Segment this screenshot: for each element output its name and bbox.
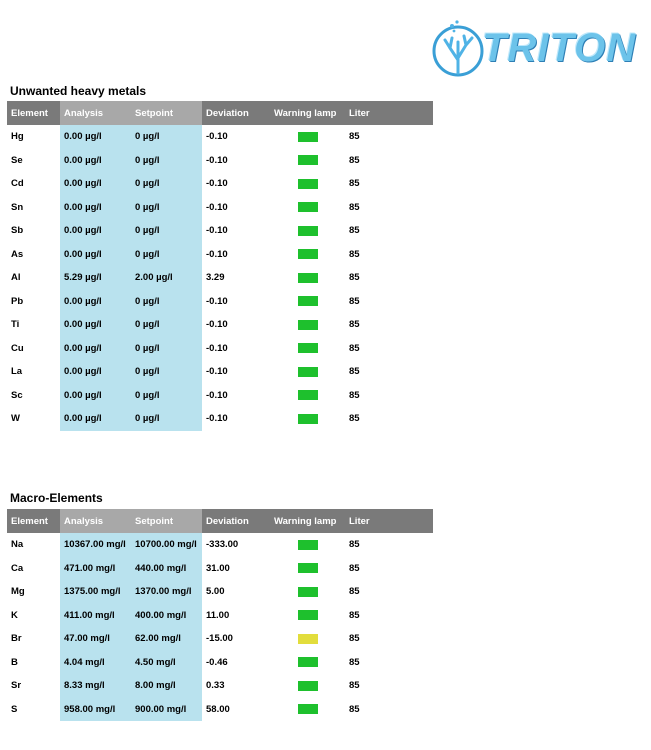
table-row: [7, 172, 433, 196]
setpoint-cell: 0 µg/l: [131, 243, 202, 267]
analysis-cell: 0.00 µg/l: [60, 360, 131, 384]
table-row: [7, 125, 433, 149]
analysis-cell: 0.00 µg/l: [60, 407, 131, 431]
warning-lamp-cell: [270, 313, 345, 337]
setpoint-cell: 0 µg/l: [131, 407, 202, 431]
warning-lamp-cell: [270, 651, 345, 675]
triton-logo: [430, 18, 635, 80]
warning-lamp-indicator: [298, 179, 318, 189]
deviation-cell: -0.10: [206, 342, 228, 354]
warning-lamp-indicator: [298, 273, 318, 283]
table-row: [7, 533, 433, 557]
liter-cell: 85: [349, 154, 360, 166]
setpoint-cell: 0 µg/l: [131, 360, 202, 384]
warning-lamp-cell: [270, 172, 345, 196]
warning-lamp-cell: [270, 533, 345, 557]
liter-cell: 85: [349, 178, 360, 190]
setpoint-cell: 0 µg/l: [131, 337, 202, 361]
element-cell: La: [11, 366, 23, 378]
deviation-cell: -15.00: [206, 633, 233, 645]
setpoint-cell: 62.00 mg/l: [131, 627, 202, 651]
element-cell: Cd: [11, 178, 24, 190]
warning-lamp-indicator: [298, 249, 318, 259]
warning-lamp-cell: [270, 290, 345, 314]
warning-lamp-cell: [270, 266, 345, 290]
liter-cell: 85: [349, 609, 360, 621]
warning-lamp-indicator: [298, 226, 318, 236]
table-row: [7, 313, 433, 337]
setpoint-cell: 1370.00 mg/l: [131, 580, 202, 604]
coral-icon: [430, 18, 486, 80]
liter-cell: 85: [349, 562, 360, 574]
warning-lamp-cell: [270, 125, 345, 149]
element-cell: W: [11, 413, 20, 425]
analysis-cell: 958.00 mg/l: [60, 698, 131, 722]
setpoint-cell: 0 µg/l: [131, 196, 202, 220]
warning-lamp-indicator: [298, 587, 318, 597]
liter-cell: 85: [349, 248, 360, 260]
table-row: [7, 651, 433, 675]
table-header-row: [7, 509, 433, 533]
deviation-cell: 0.33: [206, 680, 225, 692]
macro-elements-table: [7, 509, 433, 721]
setpoint-cell: 0 µg/l: [131, 313, 202, 337]
liter-cell: 85: [349, 295, 360, 307]
column-header: Analysis: [60, 509, 131, 533]
setpoint-cell: 0 µg/l: [131, 125, 202, 149]
warning-lamp-cell: [270, 557, 345, 581]
setpoint-cell: 8.00 mg/l: [131, 674, 202, 698]
heavy-metals-table: [7, 101, 433, 431]
deviation-cell: -0.10: [206, 413, 228, 425]
column-header: Liter: [345, 509, 433, 533]
warning-lamp-indicator: [298, 390, 318, 400]
analysis-cell: 47.00 mg/l: [60, 627, 131, 651]
deviation-cell: -0.10: [206, 295, 228, 307]
element-cell: B: [11, 656, 18, 668]
analysis-cell: 1375.00 mg/l: [60, 580, 131, 604]
table-row: [7, 360, 433, 384]
warning-lamp-indicator: [298, 681, 318, 691]
analysis-cell: 0.00 µg/l: [60, 243, 131, 267]
analysis-cell: 0.00 µg/l: [60, 337, 131, 361]
column-header: Deviation: [202, 101, 270, 125]
table-row: [7, 149, 433, 173]
element-cell: Sc: [11, 389, 23, 401]
element-cell: Na: [11, 539, 24, 551]
deviation-cell: -0.10: [206, 389, 228, 401]
setpoint-cell: 900.00 mg/l: [131, 698, 202, 722]
macro-elements-title: Macro-Elements: [10, 491, 103, 505]
table-row: [7, 290, 433, 314]
heavy-metals-title: Unwanted heavy metals: [10, 84, 147, 98]
warning-lamp-cell: [270, 580, 345, 604]
column-header: Element: [7, 509, 60, 533]
warning-lamp-cell: [270, 407, 345, 431]
analysis-cell: 0.00 µg/l: [60, 219, 131, 243]
warning-lamp-indicator: [298, 610, 318, 620]
column-header: Analysis: [60, 101, 131, 125]
warning-lamp-cell: [270, 627, 345, 651]
element-cell: As: [11, 248, 24, 260]
liter-cell: 85: [349, 366, 360, 378]
analysis-cell: 0.00 µg/l: [60, 125, 131, 149]
element-cell: Sb: [11, 225, 24, 237]
warning-lamp-cell: [270, 149, 345, 173]
deviation-cell: 11.00: [206, 609, 230, 621]
element-cell: Ti: [11, 319, 20, 331]
liter-cell: 85: [349, 680, 360, 692]
setpoint-cell: 440.00 mg/l: [131, 557, 202, 581]
deviation-cell: -333.00: [206, 539, 239, 551]
analysis-cell: 8.33 mg/l: [60, 674, 131, 698]
analysis-cell: 0.00 µg/l: [60, 290, 131, 314]
deviation-cell: 58.00: [206, 703, 230, 715]
element-cell: K: [11, 609, 18, 621]
table-row: [7, 266, 433, 290]
liter-cell: 85: [349, 272, 360, 284]
deviation-cell: 31.00: [206, 562, 230, 574]
warning-lamp-indicator: [298, 132, 318, 142]
element-cell: Sr: [11, 680, 22, 692]
table-row: [7, 384, 433, 408]
analysis-cell: 0.00 µg/l: [60, 172, 131, 196]
analysis-cell: 471.00 mg/l: [60, 557, 131, 581]
liter-cell: 85: [349, 319, 360, 331]
analysis-cell: 0.00 µg/l: [60, 313, 131, 337]
warning-lamp-indicator: [298, 202, 318, 212]
analysis-cell: 5.29 µg/l: [60, 266, 131, 290]
element-cell: S: [11, 703, 18, 715]
element-cell: Mg: [11, 586, 25, 598]
analysis-cell: 10367.00 mg/l: [60, 533, 131, 557]
column-header: Deviation: [202, 509, 270, 533]
table-row: [7, 674, 433, 698]
table-row: [7, 580, 433, 604]
table-row: [7, 219, 433, 243]
table-row: [7, 604, 433, 628]
setpoint-cell: 0 µg/l: [131, 149, 202, 173]
setpoint-cell: 400.00 mg/l: [131, 604, 202, 628]
table-header-row: [7, 101, 433, 125]
column-header: Element: [7, 101, 60, 125]
warning-lamp-indicator: [298, 414, 318, 424]
warning-lamp-cell: [270, 337, 345, 361]
warning-lamp-cell: [270, 219, 345, 243]
liter-cell: 85: [349, 413, 360, 425]
warning-lamp-indicator: [298, 320, 318, 330]
deviation-cell: -0.10: [206, 319, 228, 331]
table-row: [7, 557, 433, 581]
warning-lamp-indicator: [298, 657, 318, 667]
warning-lamp-indicator: [298, 367, 318, 377]
liter-cell: 85: [349, 633, 360, 645]
element-cell: Sn: [11, 201, 24, 213]
warning-lamp-indicator: [298, 155, 318, 165]
setpoint-cell: 4.50 mg/l: [131, 651, 202, 675]
deviation-cell: 5.00: [206, 586, 225, 598]
deviation-cell: -0.46: [206, 656, 228, 668]
element-cell: Al: [11, 272, 21, 284]
warning-lamp-cell: [270, 243, 345, 267]
liter-cell: 85: [349, 586, 360, 598]
warning-lamp-cell: [270, 196, 345, 220]
deviation-cell: -0.10: [206, 366, 228, 378]
liter-cell: 85: [349, 389, 360, 401]
table-row: [7, 196, 433, 220]
liter-cell: 85: [349, 656, 360, 668]
element-cell: Pb: [11, 295, 24, 307]
table-row: [7, 243, 433, 267]
liter-cell: 85: [349, 225, 360, 237]
element-cell: Br: [11, 633, 22, 645]
deviation-cell: -0.10: [206, 201, 228, 213]
column-header: Warning lamp: [270, 101, 345, 125]
warning-lamp-cell: [270, 698, 345, 722]
column-header: Setpoint: [131, 101, 202, 125]
warning-lamp-indicator: [298, 563, 318, 573]
analysis-cell: 411.00 mg/l: [60, 604, 131, 628]
liter-cell: 85: [349, 539, 360, 551]
liter-cell: 85: [349, 342, 360, 354]
column-header: Warning lamp: [270, 509, 345, 533]
setpoint-cell: 10700.00 mg/l: [131, 533, 202, 557]
column-header: Liter: [345, 101, 433, 125]
table-row: [7, 627, 433, 651]
warning-lamp-indicator: [298, 343, 318, 353]
setpoint-cell: 0 µg/l: [131, 172, 202, 196]
column-header: Setpoint: [131, 509, 202, 533]
liter-cell: 85: [349, 131, 360, 143]
deviation-cell: -0.10: [206, 248, 228, 260]
warning-lamp-cell: [270, 674, 345, 698]
setpoint-cell: 0 µg/l: [131, 219, 202, 243]
element-cell: Hg: [11, 131, 24, 143]
setpoint-cell: 2.00 µg/l: [131, 266, 202, 290]
element-cell: Se: [11, 154, 23, 166]
deviation-cell: -0.10: [206, 131, 228, 143]
element-cell: Cu: [11, 342, 24, 354]
warning-lamp-cell: [270, 604, 345, 628]
analysis-cell: 0.00 µg/l: [60, 196, 131, 220]
warning-lamp-indicator: [298, 704, 318, 714]
table-row: [7, 698, 433, 722]
warning-lamp-indicator: [298, 634, 318, 644]
deviation-cell: 3.29: [206, 272, 225, 284]
deviation-cell: -0.10: [206, 154, 228, 166]
setpoint-cell: 0 µg/l: [131, 384, 202, 408]
liter-cell: 85: [349, 703, 360, 715]
warning-lamp-cell: [270, 360, 345, 384]
setpoint-cell: 0 µg/l: [131, 290, 202, 314]
warning-lamp-indicator: [298, 540, 318, 550]
analysis-cell: 0.00 µg/l: [60, 149, 131, 173]
warning-lamp-cell: [270, 384, 345, 408]
deviation-cell: -0.10: [206, 178, 228, 190]
liter-cell: 85: [349, 201, 360, 213]
table-row: [7, 407, 433, 431]
warning-lamp-indicator: [298, 296, 318, 306]
logo-wordmark: TRITON: [482, 26, 637, 70]
deviation-cell: -0.10: [206, 225, 228, 237]
analysis-cell: 4.04 mg/l: [60, 651, 131, 675]
table-row: [7, 337, 433, 361]
analysis-cell: 0.00 µg/l: [60, 384, 131, 408]
element-cell: Ca: [11, 562, 24, 574]
